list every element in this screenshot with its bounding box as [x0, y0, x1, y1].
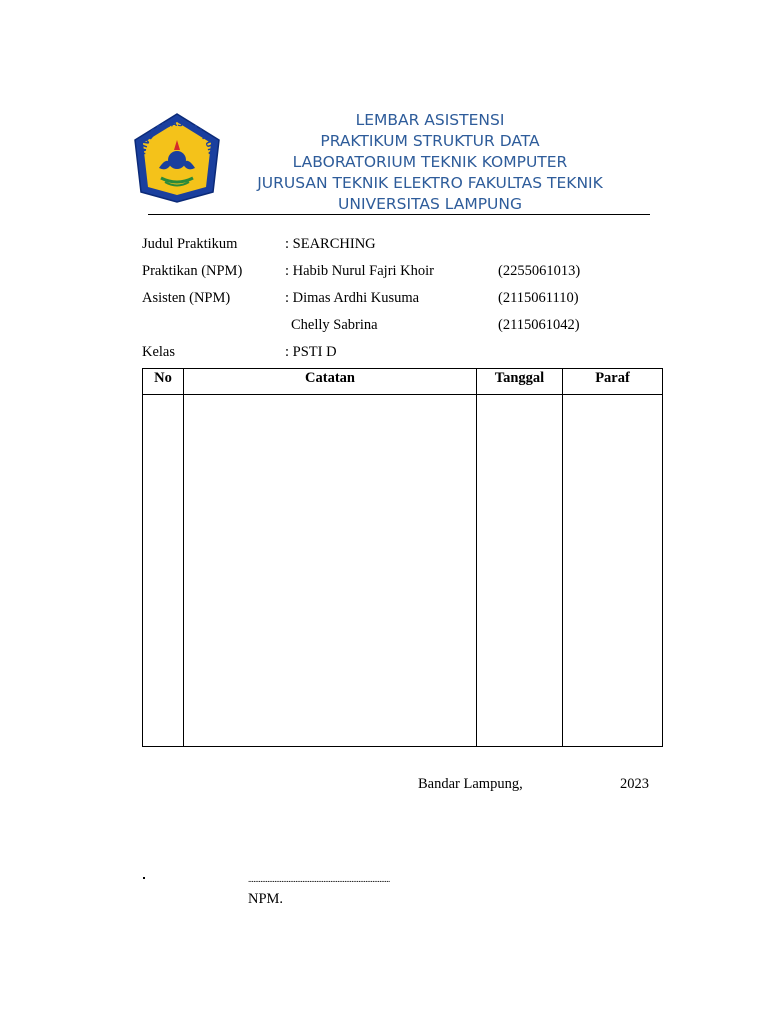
header-divider — [148, 214, 650, 215]
praktikan-label: Praktikan (NPM) — [142, 263, 243, 279]
asisten2-npm: (2115061042) — [498, 317, 580, 333]
praktikan-name: : Habib Nurul Fajri Khoir — [285, 263, 435, 279]
header-line-lab: LABORATORIUM TEKNIK KOMPUTER — [292, 153, 568, 171]
asisten2-name: Chelly Sabrina — [291, 317, 378, 333]
document-header — [220, 110, 640, 215]
judul-value: : SEARCHING — [285, 236, 376, 252]
header-line-title: LEMBAR ASISTENSI — [355, 111, 505, 129]
assistance-notes-table — [142, 368, 663, 747]
university-logo — [131, 112, 223, 204]
university-seal-icon — [131, 112, 223, 204]
asisten1-npm: (2115061110) — [498, 290, 579, 306]
asisten1-name: : Dimas Ardhi Kusuma — [285, 290, 420, 306]
header-line-course: PRAKTIKUM STRUKTUR DATA — [320, 132, 540, 150]
kelas-value: : PSTI D — [285, 344, 337, 360]
column-header-no: No — [143, 369, 184, 395]
column-header-tanggal: Tanggal — [477, 369, 563, 395]
signature-line: ................................................................................. — [248, 874, 390, 884]
judul-label: Judul Praktikum — [142, 236, 238, 252]
table-row — [143, 395, 663, 747]
cell-catatan — [184, 395, 477, 747]
kelas-label: Kelas — [142, 344, 176, 360]
header-line-department: JURUSAN TEKNIK ELEKTRO FAKULTAS TEKNIK — [257, 174, 603, 192]
table-header-row — [143, 369, 663, 395]
npm-label: NPM. — [248, 891, 284, 907]
praktikan-npm: (2255061013) — [498, 263, 581, 279]
place-label: Bandar Lampung, — [418, 776, 523, 792]
stray-dot — [143, 877, 145, 879]
cell-no — [143, 395, 184, 747]
asisten-label: Asisten (NPM) — [142, 290, 231, 306]
cell-tanggal — [477, 395, 563, 747]
svg-text:UNIVERSITAS LAMPUNG: NIVERSITAS LAMPUN — [138, 118, 216, 156]
column-header-paraf: Paraf — [563, 369, 663, 395]
column-header-catatan: Catatan — [184, 369, 477, 395]
cell-paraf — [563, 395, 663, 747]
header-line-university: UNIVERSITAS LAMPUNG — [338, 195, 522, 213]
year-label: 2023 — [620, 776, 649, 792]
